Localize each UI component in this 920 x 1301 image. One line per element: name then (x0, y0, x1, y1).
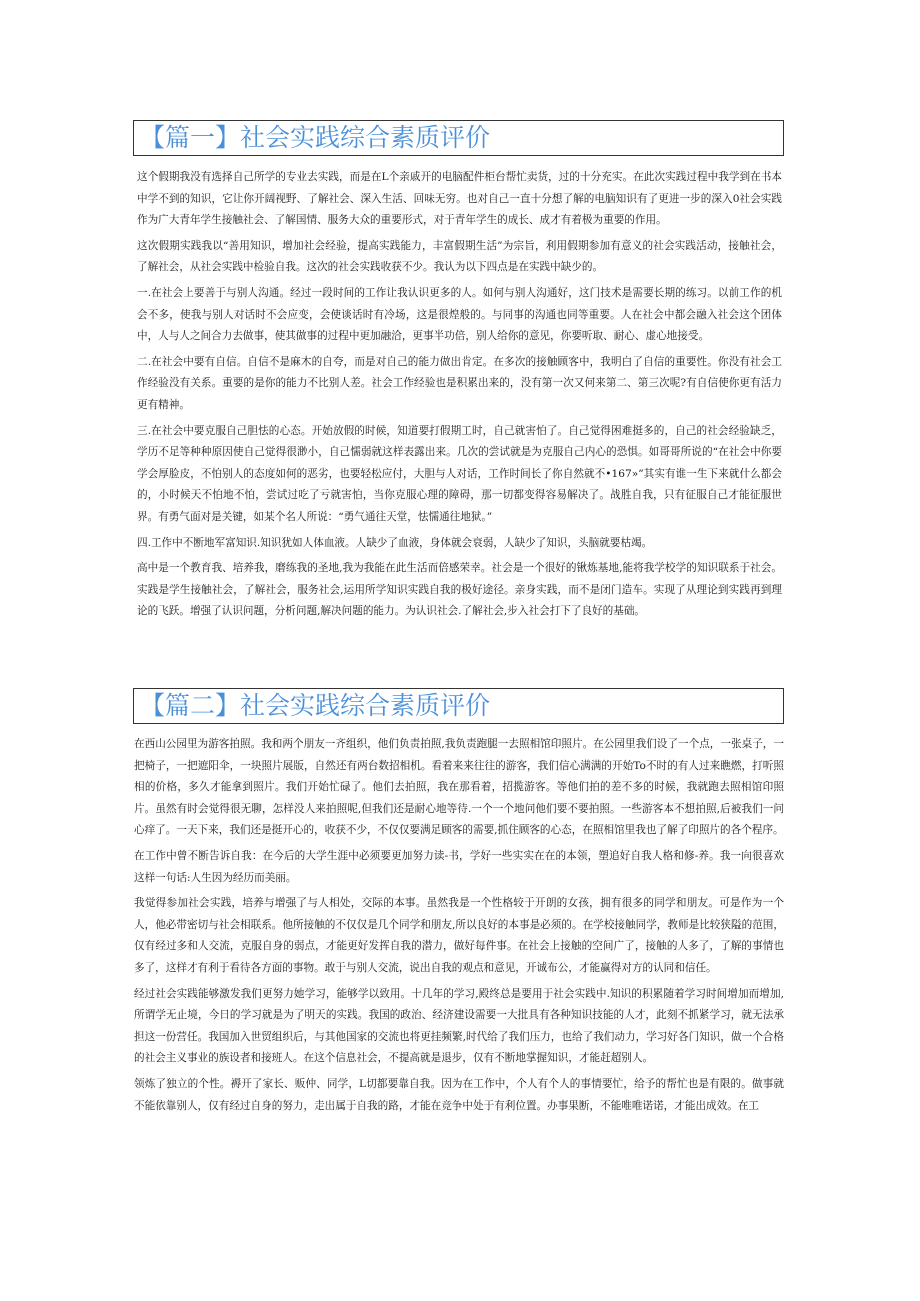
paragraph: 我觉得参加社会实践，培养与增强了与人相处，交际的本事。虽然我是一个性格较于开朗的女孩，拥有很多的同学和朋友。可是作为一个人，他必带密切与社会相联系。他所接触的不仅仅是几个同学和朋友,所以良好的本事是必须的。在学校接触同学，教师是比较狭隘的范围，仅有经过多和人交流，克服自身的弱点，才能更好发挥自我的潜力，做好每件事。在社会上接触的空间广了，接触的人多了，了解的事情也多了，这样才有利于看待各方面的事物。敢于与别人交流，说出自我的观点和意见，开诚布公，才能赢得对方的认同和信任。 (134, 897, 784, 974)
paragraph: 这次假期实践我以“善用知识，增加社会经验，提高实践能力，丰富假期生活”为宗旨，利用假期参加有意义的社会实践活动，接触社会，了解社会，从社会实践中检验自我。这次的社会实践收获不少。我认为以下四点是在实践中缺少的。 (137, 239, 782, 274)
section-1-body (137, 167, 782, 627)
paragraph: 二.在社会中要有自信。自信不是麻木的自夸，而是对自己的能力做出肯定。在多次的接触顾客中，我明白了自信的重要性。你没有社会工作经验没有关系。重要的是你的能力不比别人差。社会工作经验也是积累出来的，没有第一次又何来第二、第三次呢?有自信使你更有活力更有精神。 (137, 355, 782, 411)
paragraph: 在工作中曾不断告诉自我：在今后的大学生涯中必须要更加努力读-书，学好一些实实在在的本领，塑追好自我人格和修-养。我一向很喜欢这样一句话:人生因为经历而美丽。 (134, 849, 784, 884)
section-1-heading: 【篇一】社会实践综合素质评价 (133, 120, 784, 156)
paragraph: 这个假期我没有选择自己所学的专业去实践，而是在L个亲戚开的电脑配件柜台帮忙卖货，过的十分充实。在此次实践过程中我学到在书本中学不到的知识，它让你开阔视野、了解社会、深入生活、回味无穷。也对自己一直十分想了解的电脑知识有了更进一步的深入0社会实践作为广大青年学生接触社会、了解国情、服务大众的重要形式，对于青年学生的成长、成才有着极为重要的作用。 (137, 171, 782, 227)
section-2-heading: 【篇二】社会实践综合素质评价 (133, 688, 784, 724)
paragraph: 在西山公园里为游客拍照。我和两个朋友一齐组织，他们负责拍照,我负责跑腿一去照相馆印照片。在公园里我们设了一个点，一张桌子，一把椅子，一把遮阳伞，一块照片展版，自然还有两台数招相机。看着来来往往的游客，我们信心满满的开始To不时的有人过来瞧燃，打听照相的价格，多久才能拿到照片。我们开始忙碌了。他们去拍照，我在那看着，招揽游客。等他们拍的差不多的时候，我就跑去照相馆印照片。虽然有时会觉得很无聊，怎样没人来拍照呢,但我们还是耐心地等待.一个一个地问他们要不要拍照。一些游客本不想拍照,后被我们一问心痒了。一天下来，我们还是挺开心的，收获不少，不仅仅要满足顾客的需要,抓住顾客的心态，在照相馆里我也了解了印照片的各个程序。 (134, 738, 784, 837)
paragraph: 领炼了独立的个性。褥开了家长、贩仲、同学，L切都要靠自我。因为在工作中，个人有个人的事情要忙，给予的帮忙也是有限的。做事就不能依靠别人，仅有经过自身的努力，走出属于自我的路，才能在竞争中处于有利位置。办事果断，不能唯唯诺诺，才能出成效。在工 (134, 1077, 784, 1112)
paragraph: 四.工作中不断地军富知识.知识犹如人体血液。人缺少了血液，身体就会衰弱，人缺少了知识，头脑就要枯竭。 (137, 536, 653, 549)
section-2-body (134, 734, 784, 1121)
paragraph: 经过社会实践能够激发我们更努力她学习，能够学以致用。十几年的学习,殿终总是要用于社会实践中.知识的积累随着学习时间增加而增加,所谓学无止境，今日的学习就是为了明天的实践。我国的政治、经济建设需要一大批具有各种知识技能的人才，此刻不抓紧学习，就无法承担这一份营任。我国加入世贸组织后，与其他国家的交流也将更挂频繁,时代给了我们压力，也给了我们动力，学习好各门知识，做一个合格的社会主义事业的族设者和接班人。在这个信息社会，不提高就是退步，仅有不断地掌握知识，才能赶超别人。 (134, 987, 784, 1065)
paragraph: 一.在社会上要善于与别人沟通。经过一段时间的工作让我认识更多的人。如何与别人沟通好，这门技术是需要长期的练习。以前工作的机会不多，使我与别人对话时不会应变，会使谈话时有冷场，这是很煌般的。与同事的沟通也同等重要。人在社会中都会融入社会这个团体中，人与人之间合力去做事，使其做事的过程中更加融洽，更事半功倍，别人给你的意见，你要听取、耐心、虚心地接受。 (137, 286, 782, 343)
paragraph: 高中是一个教育我、培养我，磨练我的圣地,我为我能在此生活而倍感荣幸。社会是一个很好的锹炼基地,能将我学校学的知识联系于社会。实践是学生接触社会，了解社会，服务社会,运用所学知识实践自我的极好途径。亲身实践，而不是闭门造车。实现了从理论到实践再到理论的飞跃。增强了认识问题，分析问题,解决问题的能力。为认识社会.了解社会,步入社会打下了良好的基础。 (137, 562, 782, 618)
paragraph: 三.在社会中要克服自己胆怯的心态。开始放假的时候，知道要打假期工时，自己就害怕了。自己觉得困难挺多的，自己的社会经验缺乏，学历不足等种种原因使自己觉得很渺小，自己懦弱就这样表露出来。几次的尝试就是为克服自己内心的恐惧。如哥哥所说的“在社会中你要学会厚脸皮，不怕别人的态度如何的恶劣，也要轻松应付，大胆与人对话，工作时间长了你自然就不•167»”其实有谁一生下来就什么都会的，小时候天不怕地不怕，尝试过吃了亏就害怕，当你克服心理的障碍，那一切都变得容易解决了。战胜自我，只有征服自己才能征服世界。有勇气面对是关键，如某个名人所说：“勇气通往天堂，怯懦通往地狱。” (137, 424, 782, 523)
